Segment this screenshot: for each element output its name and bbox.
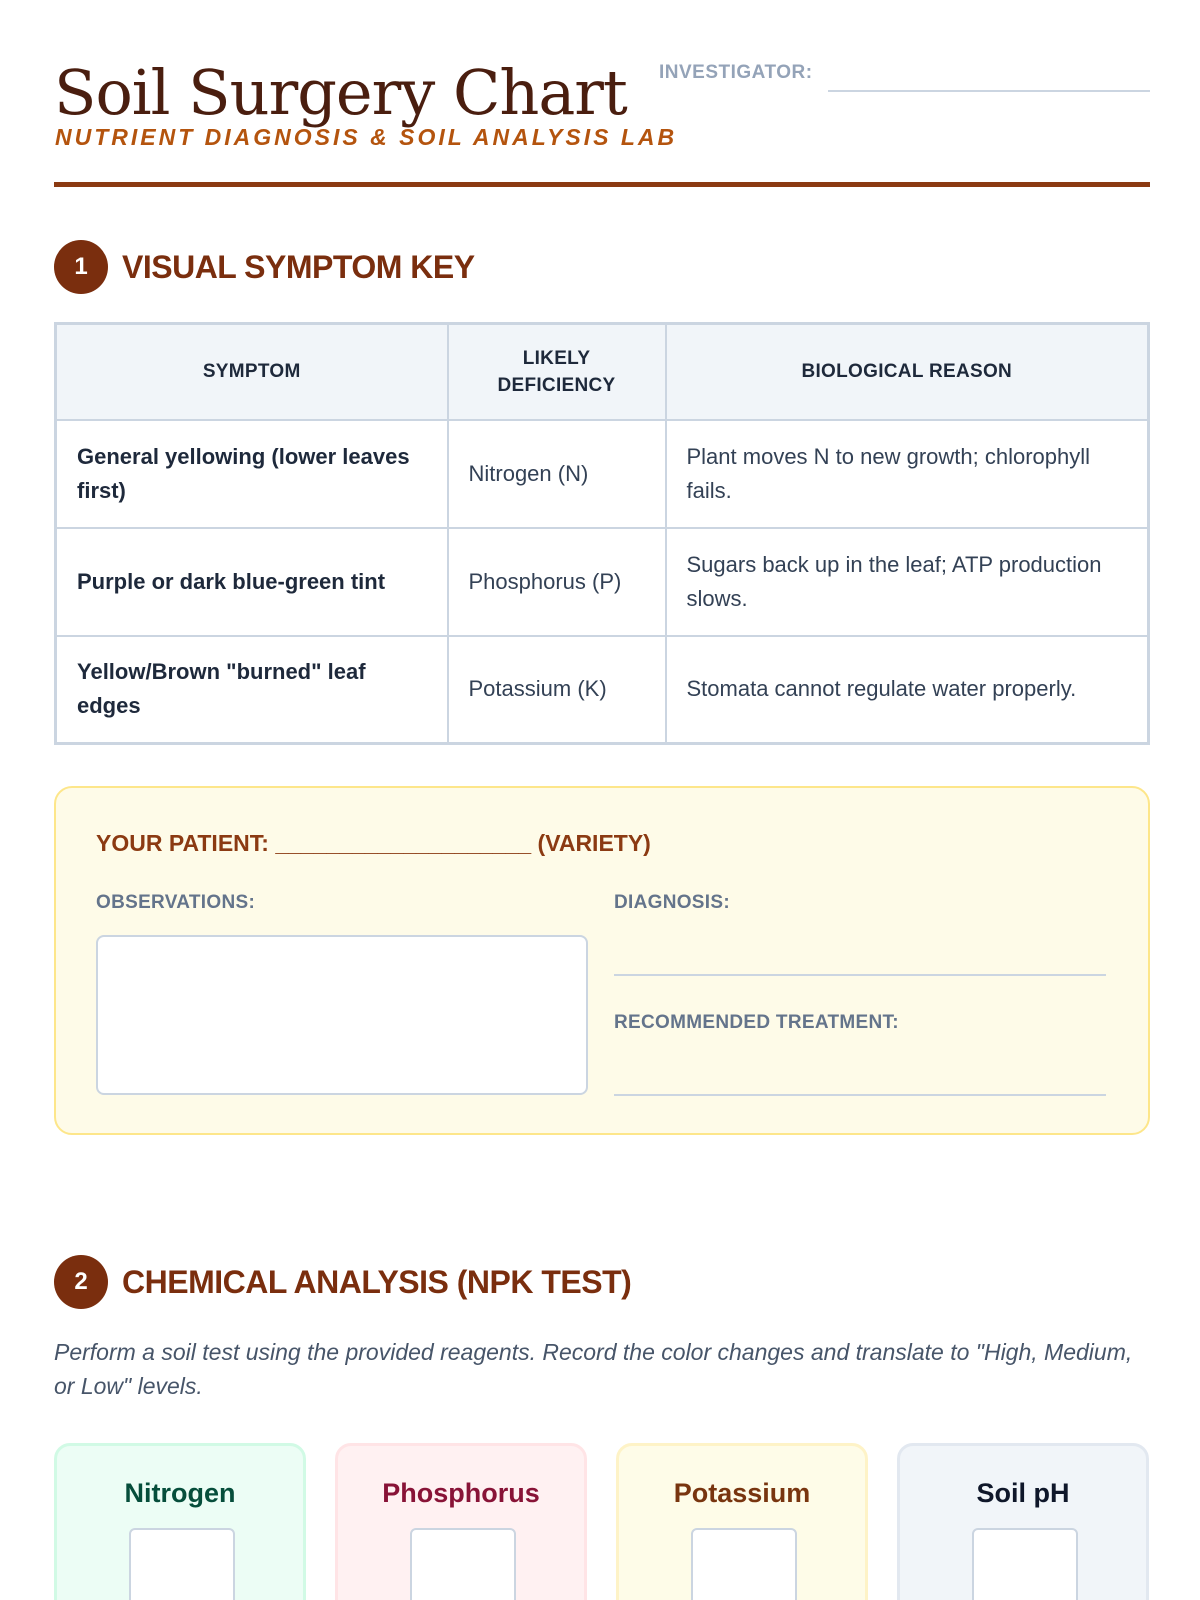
diagnosis-label: DIAGNOSIS: (614, 892, 730, 913)
column-header-deficiency: LIKELY DEFICIENCY (448, 324, 666, 420)
phosphorus-result-field[interactable] (410, 1528, 516, 1600)
deficiency-cell: Nitrogen (N) (448, 420, 666, 528)
diagnosis-field[interactable] (614, 974, 1106, 976)
npk-instructions: Perform a soil test using the provided reagents. Record the color changes and translate to "High, Medium, or Low" levels. (54, 1339, 1133, 1399)
column-header-reason: BIOLOGICAL REASON (666, 324, 1149, 420)
header-divider (54, 182, 1150, 187)
card-title: Potassium (673, 1478, 811, 1508)
soil-ph-result-field[interactable] (972, 1528, 1078, 1600)
table-row (56, 420, 1149, 528)
card-title: Nitrogen (124, 1478, 236, 1508)
deficiency-cell: Phosphorus (P) (448, 528, 666, 636)
section-title: VISUAL SYMPTOM KEY (122, 248, 475, 285)
symptom-cell: General yellowing (lower leaves first) (56, 420, 448, 528)
treatment-field[interactable] (614, 1094, 1106, 1096)
potassium-result-field[interactable] (691, 1528, 797, 1600)
section-title: CHEMICAL ANALYSIS (NPK TEST) (122, 1263, 632, 1300)
section-2-heading (54, 1255, 631, 1309)
nitrogen-result-field[interactable] (129, 1528, 235, 1600)
patient-variety-line[interactable]: YOUR PATIENT: ____________________ (VARIETY) (96, 830, 651, 856)
page-header (54, 54, 1150, 186)
reason-cell: Sugars back up in the leaf; ATP production slows. (666, 528, 1149, 636)
table-header-row (56, 324, 1149, 420)
column-header-symptom: SYMPTOM (56, 324, 448, 420)
patient-worksheet (54, 786, 1150, 1135)
page-subtitle: NUTRIENT DIAGNOSIS & SOIL ANALYSIS LAB (55, 124, 678, 150)
symptom-cell: Purple or dark blue-green tint (56, 528, 448, 636)
table-row (56, 528, 1149, 636)
card-title: Phosphorus (382, 1478, 540, 1508)
symptom-key-table (54, 322, 1150, 745)
nitrogen-card (54, 1443, 306, 1600)
treatment-label: RECOMMENDED TREATMENT: (614, 1012, 899, 1033)
npk-card-row (54, 1443, 1150, 1600)
section-number-badge: 2 (54, 1255, 108, 1309)
soil-ph-card (897, 1443, 1149, 1600)
phosphorus-card (335, 1443, 587, 1600)
observations-field[interactable] (96, 935, 588, 1095)
investigator-label: INVESTIGATOR: (659, 62, 813, 83)
deficiency-cell: Potassium (K) (448, 636, 666, 744)
potassium-card (616, 1443, 868, 1600)
table-row (56, 636, 1149, 744)
page-title: Soil Surgery Chart (54, 56, 627, 129)
observations-label: OBSERVATIONS: (96, 892, 256, 913)
section-1-heading (54, 240, 475, 294)
card-title: Soil pH (976, 1478, 1070, 1508)
reason-cell: Stomata cannot regulate water properly. (666, 636, 1149, 744)
section-number-badge: 1 (54, 240, 108, 294)
reason-cell: Plant moves N to new growth; chlorophyll fails. (666, 420, 1149, 528)
symptom-cell: Yellow/Brown "burned" leaf edges (56, 636, 448, 744)
investigator-field[interactable] (828, 90, 1150, 92)
